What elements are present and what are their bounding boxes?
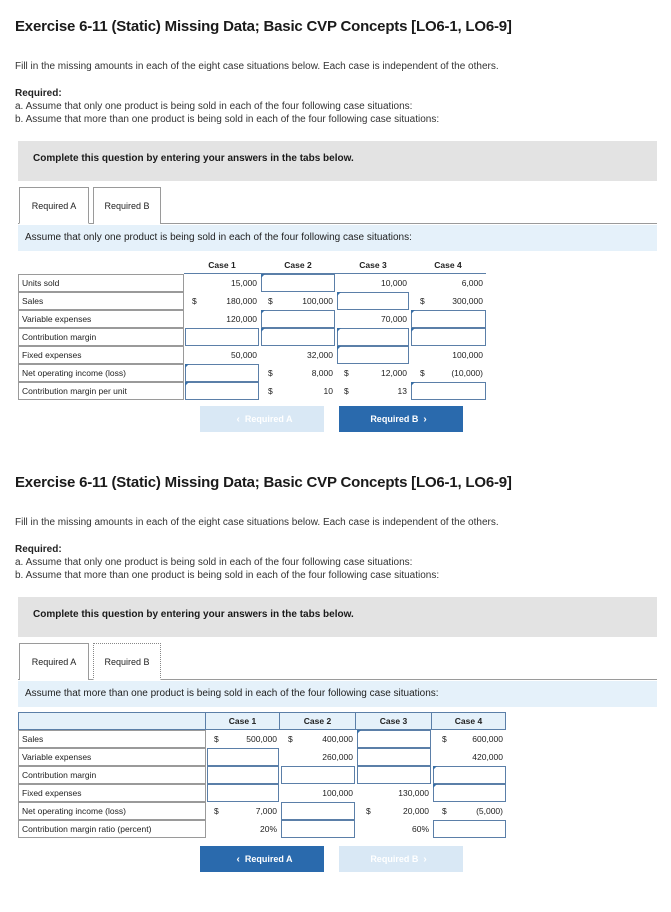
variable-case-3: 70,000 <box>381 314 407 324</box>
cm-case-4-input[interactable] <box>411 328 486 346</box>
sales-case-3-input[interactable] <box>357 730 431 748</box>
noi-case-3: 12,000 <box>381 368 407 378</box>
table-row <box>18 382 488 400</box>
case-3-header: Case 3 <box>356 712 432 730</box>
cm-case-4-input[interactable] <box>433 766 506 784</box>
fixed-case-1-input[interactable] <box>207 784 279 802</box>
row-label: Sales <box>18 292 184 310</box>
sales-case-1: 500,000 <box>246 734 277 744</box>
chevron-left-icon: ‹ <box>236 853 240 865</box>
dollar-sign: $ <box>268 386 273 396</box>
dollar-sign: $ <box>420 368 425 378</box>
row-label: Variable expenses <box>18 748 206 766</box>
variable-case-3-input[interactable] <box>357 748 431 766</box>
fixed-case-2: 100,000 <box>322 788 353 798</box>
dollar-sign: $ <box>288 734 293 744</box>
tab-bar-2 <box>18 643 657 680</box>
cmr-case-2-input[interactable] <box>281 820 355 838</box>
sales-case-4: 600,000 <box>472 734 503 744</box>
row-label: Net operating income (loss) <box>18 802 206 820</box>
sales-case-3-input[interactable] <box>337 292 409 310</box>
row-label: Units sold <box>18 274 184 292</box>
table-row <box>18 802 508 820</box>
case-1-header: Case 1 <box>184 256 260 274</box>
dollar-sign: $ <box>344 386 349 396</box>
variable-case-4-input[interactable] <box>411 310 486 328</box>
case-2-header: Case 2 <box>260 256 336 274</box>
case-4-header: Case 4 <box>432 712 506 730</box>
case-table-a <box>18 256 488 402</box>
table-row <box>18 730 508 748</box>
fixed-case-2: 32,000 <box>307 350 333 360</box>
variable-case-2: 260,000 <box>322 752 353 762</box>
intro-text-2: Fill in the missing amounts in each of the eight case situations below. Each case is independent of the others. <box>15 517 499 528</box>
table-header-row <box>18 256 488 274</box>
chevron-right-icon: › <box>423 413 427 425</box>
variable-case-1-input[interactable] <box>207 748 279 766</box>
cm-case-2-input[interactable] <box>261 328 335 346</box>
dollar-sign: $ <box>268 368 273 378</box>
cmu-case-1-input[interactable] <box>185 382 259 400</box>
table-row <box>18 766 508 784</box>
row-label: Contribution margin <box>18 766 206 784</box>
chevron-right-icon: › <box>423 853 427 865</box>
required-b-text-2: b. Assume that more than one product is being sold in each of the four following case situations: <box>15 570 440 581</box>
required-a-text: a. Assume that only one product is being sold in each of the four following case situations: <box>15 101 413 112</box>
cm-case-3-input[interactable] <box>357 766 431 784</box>
variable-case-2-input[interactable] <box>261 310 335 328</box>
row-label: Contribution margin per unit <box>18 382 184 400</box>
table-row <box>18 364 488 382</box>
required-b-text: b. Assume that more than one product is being sold in each of the four following case situations: <box>15 114 440 125</box>
fixed-case-4-input[interactable] <box>433 784 506 802</box>
dollar-sign: $ <box>192 296 197 306</box>
row-label: Fixed expenses <box>18 784 206 802</box>
sales-case-4: 300,000 <box>452 296 483 306</box>
prev-button-label-2: Required A <box>244 854 293 864</box>
dollar-sign: $ <box>214 806 219 816</box>
cmu-case-3: 13 <box>397 386 407 396</box>
table-row <box>18 328 488 346</box>
variable-case-1: 120,000 <box>226 314 257 324</box>
cm-case-3-input[interactable] <box>337 328 409 346</box>
dollar-sign: $ <box>366 806 371 816</box>
assumption-band-2 <box>18 681 657 707</box>
header-blank <box>18 712 206 730</box>
assumption-band <box>18 225 657 251</box>
cm-case-1-input[interactable] <box>207 766 279 784</box>
dollar-sign: $ <box>442 734 447 744</box>
fixed-case-3-input[interactable] <box>337 346 409 364</box>
tab-bar <box>18 187 657 224</box>
prev-required-a-button-2[interactable] <box>200 846 324 872</box>
row-label: Variable expenses <box>18 310 184 328</box>
next-required-b-button-2[interactable] <box>339 846 463 872</box>
cmr-case-3: 60% <box>411 824 429 834</box>
case-4-header: Case 4 <box>410 256 486 274</box>
case-2-header: Case 2 <box>280 712 356 730</box>
instruction-box-2 <box>18 597 657 637</box>
next-required-b-button[interactable] <box>339 406 463 432</box>
table-row <box>18 820 508 838</box>
sales-case-1: 180,000 <box>226 296 257 306</box>
noi-case-2: 8,000 <box>311 368 333 378</box>
row-label: Net operating income (loss) <box>18 364 184 382</box>
table-row <box>18 784 508 802</box>
dollar-sign: $ <box>344 368 349 378</box>
noi-case-3: 20,000 <box>403 806 429 816</box>
next-button-label-2: Required B <box>370 854 419 864</box>
prev-required-a-button[interactable] <box>200 406 324 432</box>
table-row <box>18 346 488 364</box>
row-label: Fixed expenses <box>18 346 184 364</box>
table-row <box>18 292 488 310</box>
fixed-case-1: 50,000 <box>231 350 257 360</box>
table-header-row <box>18 712 508 730</box>
tab-required-b[interactable]: Required B <box>93 187 161 224</box>
sales-case-2: 400,000 <box>322 734 353 744</box>
next-button-label: Required B <box>370 414 419 424</box>
cmu-case-4-input[interactable] <box>411 382 486 400</box>
instruction-text-2: Complete this question by entering your answers in the tabs below. <box>33 609 354 620</box>
cm-case-2-input[interactable] <box>281 766 355 784</box>
cmu-case-2: 10 <box>323 386 333 396</box>
dollar-sign: $ <box>268 296 273 306</box>
units-case-2-input[interactable] <box>261 274 335 292</box>
units-case-1: 15,000 <box>231 278 257 288</box>
units-case-3: 10,000 <box>381 278 407 288</box>
noi-case-1: 7,000 <box>255 806 277 816</box>
dollar-sign: $ <box>214 734 219 744</box>
cmr-case-4-input[interactable] <box>433 820 506 838</box>
page-title: Exercise 6-11 (Static) Missing Data; Basic CVP Concepts [LO6-1, LO6-9] <box>15 18 512 35</box>
noi-case-4: (10,000) <box>451 368 483 378</box>
chevron-left-icon: ‹ <box>236 413 240 425</box>
table-row <box>18 748 508 766</box>
row-label: Contribution margin <box>18 328 184 346</box>
assumption-text-2: Assume that more than one product is being sold in each of the four following case situations: <box>25 688 439 699</box>
table-row <box>18 310 488 328</box>
instruction-text: Complete this question by entering your answers in the tabs below. <box>33 153 354 164</box>
noi-case-1-input[interactable] <box>185 364 259 382</box>
case-1-header: Case 1 <box>206 712 280 730</box>
assumption-text: Assume that only one product is being sold in each of the four following case situations: <box>25 232 412 243</box>
case-3-header: Case 3 <box>336 256 410 274</box>
cmr-case-1: 20% <box>259 824 277 834</box>
prev-button-label: Required A <box>244 414 293 424</box>
variable-case-4: 420,000 <box>472 752 503 762</box>
tab-required-a-2[interactable]: Required A <box>19 643 89 680</box>
fixed-case-3: 130,000 <box>398 788 429 798</box>
units-case-4: 6,000 <box>461 278 483 288</box>
tab-required-a[interactable]: Required A <box>19 187 89 224</box>
row-label: Sales <box>18 730 206 748</box>
noi-case-2-input[interactable] <box>281 802 355 820</box>
noi-case-4: (5,000) <box>476 806 503 816</box>
dollar-sign: $ <box>420 296 425 306</box>
required-a-text-2: a. Assume that only one product is being sold in each of the four following case situations: <box>15 557 413 568</box>
required-heading-2: Required: <box>15 544 62 555</box>
cm-case-1-input[interactable] <box>185 328 259 346</box>
intro-text: Fill in the missing amounts in each of the eight case situations below. Each case is independent of the others. <box>15 61 499 72</box>
dollar-sign: $ <box>442 806 447 816</box>
row-label: Contribution margin ratio (percent) <box>18 820 206 838</box>
sales-case-2: 100,000 <box>302 296 333 306</box>
table-row <box>18 274 488 292</box>
page-title-2: Exercise 6-11 (Static) Missing Data; Basic CVP Concepts [LO6-1, LO6-9] <box>15 474 512 491</box>
fixed-case-4: 100,000 <box>452 350 483 360</box>
instruction-box <box>18 141 657 181</box>
case-table-b <box>18 712 508 840</box>
required-heading: Required: <box>15 88 62 99</box>
tab-required-b-2[interactable]: Required B <box>93 643 161 680</box>
